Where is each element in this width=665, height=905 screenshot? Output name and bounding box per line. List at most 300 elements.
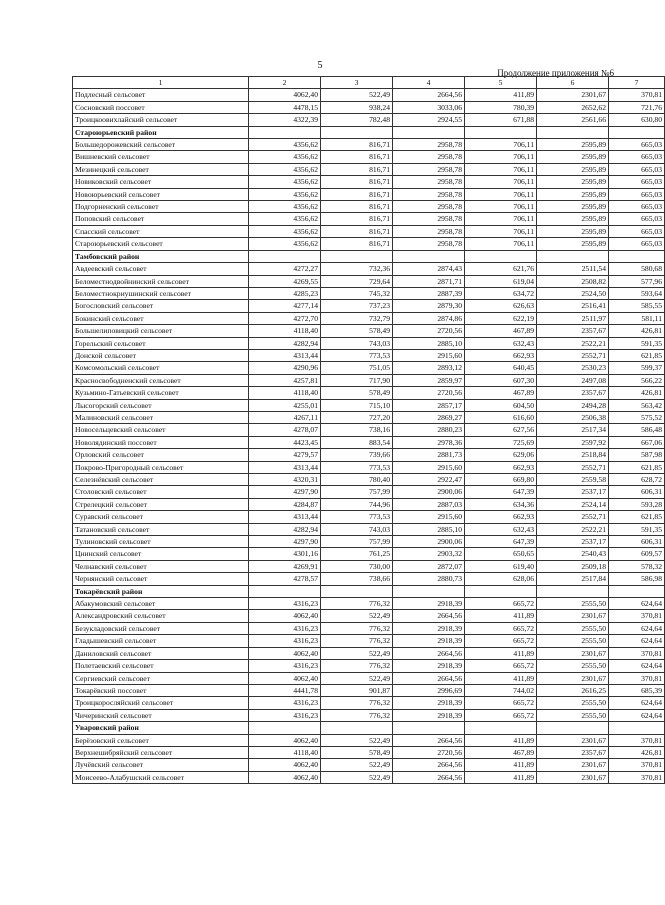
settlement-name: Подгорненский сельсовет [73, 201, 249, 213]
value-cell-col-7: 665,03 [609, 151, 665, 163]
settlement-name: Троицкоросляйский сельсовет [73, 697, 249, 709]
settlement-name: Красносвободненский сельсовет [73, 374, 249, 386]
value-cell-col-5: 467,89 [465, 387, 537, 399]
value-cell-col-3: 938,24 [321, 101, 393, 113]
settlement-name: Большедорожевский сельсовет [73, 139, 249, 151]
region-row [73, 585, 665, 597]
settlement-name: Орловский сельсовет [73, 449, 249, 461]
value-cell-col-2: 4267,11 [249, 411, 321, 423]
value-cell-col-6: 2522,21 [537, 523, 609, 535]
table-row [73, 771, 665, 783]
value-cell-col-6: 2506,38 [537, 411, 609, 423]
value-cell-col-3: 745,32 [321, 287, 393, 299]
value-cell-col-6: 2597,92 [537, 436, 609, 448]
table-row [73, 114, 665, 126]
table-row [73, 523, 665, 535]
table-row [73, 424, 665, 436]
value-cell-col-3: 816,71 [321, 176, 393, 188]
value-cell-col-5: 647,39 [465, 536, 537, 548]
table-row [73, 201, 665, 213]
value-cell-col-6: 2494,28 [537, 399, 609, 411]
value-cell-col-4: 2918,39 [393, 635, 465, 647]
region-row [73, 250, 665, 262]
value-cell-col-7: 665,03 [609, 201, 665, 213]
value-cell-col-2: 4255,01 [249, 399, 321, 411]
value-cell-col-2: 4062,40 [249, 759, 321, 771]
value-cell-col-2: 4356,62 [249, 201, 321, 213]
value-cell-col-4: 2922,47 [393, 474, 465, 486]
settlement-name: Лысогорский сельсовет [73, 399, 249, 411]
value-cell-col-3: 901,87 [321, 684, 393, 696]
header-row [73, 77, 665, 89]
value-cell-col-2: 4356,62 [249, 238, 321, 250]
settlement-name: Беломестнокриушинский сельсовет [73, 287, 249, 299]
value-cell-col-7: 426,81 [609, 387, 665, 399]
table-row [73, 746, 665, 758]
value-cell-col-2: 4269,91 [249, 560, 321, 572]
value-cell-col-3: 757,99 [321, 536, 393, 548]
value-cell-col-2: 4062,40 [249, 647, 321, 659]
value-cell-col-7: 593,28 [609, 498, 665, 510]
value-cell-col-5: 665,72 [465, 709, 537, 721]
value-cell-col-6: 2357,67 [537, 387, 609, 399]
value-cell-col-6: 2511,54 [537, 263, 609, 275]
value-cell-col-6: 2497,08 [537, 374, 609, 386]
value-cell-col-3: 717,90 [321, 374, 393, 386]
value-cell-col-3: 743,03 [321, 523, 393, 535]
value-cell-col-5: 607,30 [465, 374, 537, 386]
value-cell-col-7: 665,03 [609, 176, 665, 188]
value-cell-col-3: 578,49 [321, 387, 393, 399]
table-row [73, 337, 665, 349]
value-cell-col-2: 4118,40 [249, 325, 321, 337]
value-cell-col-3: 780,40 [321, 474, 393, 486]
table-row [73, 275, 665, 287]
table-row [73, 362, 665, 374]
value-cell-col-5: 411,89 [465, 771, 537, 783]
value-cell-col-7: 581,11 [609, 312, 665, 324]
value-cell-col-2: 4297,90 [249, 536, 321, 548]
settlement-name: Верхнешибряйский сельсовет [73, 746, 249, 758]
value-cell-col-6: 2301,67 [537, 734, 609, 746]
value-cell-col-2: 4278,07 [249, 424, 321, 436]
value-cell-col-3: 773,53 [321, 511, 393, 523]
value-cell-col-2: 4118,40 [249, 746, 321, 758]
value-cell-col-3: 522,49 [321, 647, 393, 659]
value-cell-col-7: 591,35 [609, 337, 665, 349]
value-cell-col-7: 370,81 [609, 647, 665, 659]
value-cell-col-2: 4301,16 [249, 548, 321, 560]
value-cell-col-7: 370,81 [609, 89, 665, 101]
region-title: Уваровский район [73, 722, 249, 734]
region-title: Тамбовский район [73, 250, 249, 262]
value-cell-col-4: 2978,36 [393, 436, 465, 448]
value-cell-col-3: 578,49 [321, 746, 393, 758]
value-cell-col-2: 4356,62 [249, 213, 321, 225]
value-cell-col-6: 2595,89 [537, 225, 609, 237]
empty-cell [537, 126, 609, 138]
value-cell-col-4: 2887,03 [393, 498, 465, 510]
value-cell-col-7: 624,64 [609, 622, 665, 634]
settlement-name: Бокинский сельсовет [73, 312, 249, 324]
value-cell-col-5: 622,19 [465, 312, 537, 324]
value-cell-col-5: 665,72 [465, 622, 537, 634]
header-cell: 1 [73, 77, 249, 89]
value-cell-col-4: 2720,56 [393, 746, 465, 758]
settlement-name: Цнинский сельсовет [73, 548, 249, 560]
value-cell-col-5: 640,45 [465, 362, 537, 374]
value-cell-col-7: 606,31 [609, 536, 665, 548]
value-cell-col-2: 4356,62 [249, 151, 321, 163]
value-cell-col-2: 4322,39 [249, 114, 321, 126]
empty-cell [609, 585, 665, 597]
value-cell-col-7: 621,85 [609, 349, 665, 361]
value-cell-col-6: 2509,18 [537, 560, 609, 572]
settlement-name: Токарёвский поссовет [73, 684, 249, 696]
value-cell-col-5: 662,93 [465, 511, 537, 523]
empty-cell [465, 585, 537, 597]
settlement-name: Абакумовский сельсовет [73, 598, 249, 610]
value-cell-col-4: 2915,60 [393, 511, 465, 523]
value-cell-col-4: 2857,17 [393, 399, 465, 411]
value-cell-col-4: 2880,23 [393, 424, 465, 436]
value-cell-col-3: 816,71 [321, 151, 393, 163]
value-cell-col-4: 2903,32 [393, 548, 465, 560]
table-row [73, 213, 665, 225]
empty-cell [609, 250, 665, 262]
value-cell-col-2: 4316,23 [249, 697, 321, 709]
table-row [73, 188, 665, 200]
value-cell-col-2: 4278,57 [249, 573, 321, 585]
value-cell-col-7: 370,81 [609, 610, 665, 622]
empty-cell [393, 126, 465, 138]
value-cell-col-5: 662,93 [465, 349, 537, 361]
value-cell-col-4: 2996,69 [393, 684, 465, 696]
settlement-name: Селезнёвский сельсовет [73, 474, 249, 486]
table-row [73, 734, 665, 746]
value-cell-col-5: 626,63 [465, 300, 537, 312]
value-cell-col-7: 624,64 [609, 635, 665, 647]
value-cell-col-3: 744,96 [321, 498, 393, 510]
value-cell-col-6: 2508,82 [537, 275, 609, 287]
value-cell-col-7: 606,31 [609, 486, 665, 498]
value-cell-col-6: 2522,21 [537, 337, 609, 349]
empty-cell [249, 250, 321, 262]
settlement-name: Беломестнодвойнинский сельсовет [73, 275, 249, 287]
settlement-name: Мезинецкий сельсовет [73, 163, 249, 175]
value-cell-col-7: 721,76 [609, 101, 665, 113]
header-cell: 6 [537, 77, 609, 89]
value-cell-col-3: 737,23 [321, 300, 393, 312]
value-cell-col-7: 621,85 [609, 461, 665, 473]
value-cell-col-4: 2664,56 [393, 89, 465, 101]
empty-cell [537, 250, 609, 262]
header-cell: 7 [609, 77, 665, 89]
value-cell-col-2: 4478,15 [249, 101, 321, 113]
value-cell-col-2: 4062,40 [249, 89, 321, 101]
table-row [73, 101, 665, 113]
value-cell-col-4: 2915,60 [393, 461, 465, 473]
value-cell-col-5: 604,50 [465, 399, 537, 411]
value-cell-col-5: 725,69 [465, 436, 537, 448]
table-row [73, 635, 665, 647]
value-cell-col-2: 4356,62 [249, 163, 321, 175]
value-cell-col-2: 4272,27 [249, 263, 321, 275]
value-cell-col-6: 2555,50 [537, 660, 609, 672]
value-cell-col-2: 4062,40 [249, 734, 321, 746]
empty-cell [393, 250, 465, 262]
header-cell: 5 [465, 77, 537, 89]
settlement-name: Стрелецкий сельсовет [73, 498, 249, 510]
table-row [73, 759, 665, 771]
value-cell-col-5: 634,36 [465, 498, 537, 510]
value-cell-col-2: 4356,62 [249, 139, 321, 151]
value-cell-col-6: 2357,67 [537, 325, 609, 337]
value-cell-col-6: 2595,89 [537, 176, 609, 188]
value-cell-col-2: 4313,44 [249, 511, 321, 523]
value-cell-col-4: 2958,78 [393, 163, 465, 175]
value-cell-col-5: 744,02 [465, 684, 537, 696]
value-cell-col-7: 426,81 [609, 746, 665, 758]
value-cell-col-6: 2301,67 [537, 771, 609, 783]
value-cell-col-3: 757,99 [321, 486, 393, 498]
value-cell-col-6: 2552,71 [537, 461, 609, 473]
settlement-name: Тулиновский сельсовет [73, 536, 249, 548]
settlement-name: Гладышевский сельсовет [73, 635, 249, 647]
table-row [73, 176, 665, 188]
header-cell: 2 [249, 77, 321, 89]
value-cell-col-4: 2874,86 [393, 312, 465, 324]
settlement-name: Покрово-Пригородный сельсовет [73, 461, 249, 473]
value-cell-col-4: 2900,06 [393, 486, 465, 498]
value-cell-col-2: 4282,94 [249, 337, 321, 349]
settlement-name: Чичеринский сельсовет [73, 709, 249, 721]
empty-cell [321, 250, 393, 262]
value-cell-col-6: 2555,50 [537, 697, 609, 709]
value-cell-col-4: 2918,39 [393, 697, 465, 709]
value-cell-col-2: 4062,40 [249, 771, 321, 783]
value-cell-col-4: 2958,78 [393, 139, 465, 151]
value-cell-col-6: 2595,89 [537, 163, 609, 175]
table-row [73, 300, 665, 312]
settlement-name: Богословский сельсовет [73, 300, 249, 312]
table-row [73, 598, 665, 610]
empty-cell [465, 126, 537, 138]
value-cell-col-5: 665,72 [465, 697, 537, 709]
value-cell-col-7: 665,03 [609, 163, 665, 175]
value-cell-col-3: 522,49 [321, 672, 393, 684]
value-cell-col-2: 4285,23 [249, 287, 321, 299]
value-cell-col-5: 627,56 [465, 424, 537, 436]
value-cell-col-5: 632,43 [465, 337, 537, 349]
value-cell-col-7: 665,03 [609, 213, 665, 225]
settlement-name: Полетаевский сельсовет [73, 660, 249, 672]
table-row [73, 536, 665, 548]
table-row [73, 325, 665, 337]
settlement-name: Новосельцевский сельсовет [73, 424, 249, 436]
value-cell-col-2: 4316,23 [249, 660, 321, 672]
value-cell-col-7: 370,81 [609, 734, 665, 746]
table-row [73, 449, 665, 461]
value-cell-col-5: 662,93 [465, 461, 537, 473]
table-row [73, 461, 665, 473]
value-cell-col-4: 2869,27 [393, 411, 465, 423]
value-cell-col-6: 2540,43 [537, 548, 609, 560]
table-row [73, 411, 665, 423]
table-row [73, 151, 665, 163]
value-cell-col-3: 776,32 [321, 660, 393, 672]
table-row [73, 89, 665, 101]
table-row [73, 548, 665, 560]
value-cell-col-2: 4356,62 [249, 176, 321, 188]
value-cell-col-5: 411,89 [465, 610, 537, 622]
value-cell-col-6: 2595,89 [537, 201, 609, 213]
value-cell-col-7: 685,39 [609, 684, 665, 696]
table-row [73, 225, 665, 237]
table-row [73, 387, 665, 399]
value-cell-col-2: 4272,70 [249, 312, 321, 324]
settlement-name: Подлесный сельсовет [73, 89, 249, 101]
table-row [73, 684, 665, 696]
value-cell-col-3: 816,71 [321, 188, 393, 200]
value-cell-col-6: 2595,89 [537, 238, 609, 250]
value-cell-col-6: 2524,50 [537, 287, 609, 299]
value-cell-col-6: 2595,89 [537, 188, 609, 200]
value-cell-col-5: 411,89 [465, 734, 537, 746]
empty-cell [609, 722, 665, 734]
value-cell-col-2: 4316,23 [249, 622, 321, 634]
settlement-name: Горельский сельсовет [73, 337, 249, 349]
value-cell-col-6: 2301,67 [537, 89, 609, 101]
value-cell-col-2: 4356,62 [249, 188, 321, 200]
header-cell: 4 [393, 77, 465, 89]
empty-cell [321, 722, 393, 734]
value-cell-col-4: 2880,73 [393, 573, 465, 585]
empty-cell [393, 585, 465, 597]
settlement-name: Кузьмино-Гатьевский сельсовет [73, 387, 249, 399]
empty-cell [321, 126, 393, 138]
value-cell-col-4: 2871,71 [393, 275, 465, 287]
empty-cell [321, 585, 393, 597]
value-cell-col-6: 2559,58 [537, 474, 609, 486]
value-cell-col-3: 816,71 [321, 163, 393, 175]
value-cell-col-5: 616,60 [465, 411, 537, 423]
value-cell-col-3: 782,48 [321, 114, 393, 126]
value-cell-col-6: 2552,71 [537, 349, 609, 361]
value-cell-col-3: 776,32 [321, 635, 393, 647]
value-cell-col-4: 2958,78 [393, 188, 465, 200]
value-cell-col-7: 624,64 [609, 697, 665, 709]
settlement-name: Лучёвский сельсовет [73, 759, 249, 771]
table-row [73, 610, 665, 622]
value-cell-col-2: 4118,40 [249, 387, 321, 399]
value-cell-col-3: 738,16 [321, 424, 393, 436]
value-cell-col-4: 2885,10 [393, 337, 465, 349]
settlement-name: Сосновский поссовет [73, 101, 249, 113]
value-cell-col-6: 2301,67 [537, 647, 609, 659]
value-cell-col-6: 2616,25 [537, 684, 609, 696]
region-row [73, 722, 665, 734]
empty-cell [249, 722, 321, 734]
value-cell-col-4: 2720,56 [393, 387, 465, 399]
value-cell-col-5: 780,39 [465, 101, 537, 113]
value-cell-col-7: 609,57 [609, 548, 665, 560]
empty-cell [537, 585, 609, 597]
value-cell-col-4: 2879,30 [393, 300, 465, 312]
settlement-name: Татановский сельсовет [73, 523, 249, 535]
table-row [73, 238, 665, 250]
value-cell-col-4: 2859,97 [393, 374, 465, 386]
value-cell-col-5: 650,65 [465, 548, 537, 560]
value-cell-col-7: 621,85 [609, 511, 665, 523]
value-cell-col-3: 715,10 [321, 399, 393, 411]
value-cell-col-2: 4282,94 [249, 523, 321, 535]
value-cell-col-6: 2595,89 [537, 213, 609, 225]
settlement-name: Большелиповицкий сельсовет [73, 325, 249, 337]
table-row [73, 709, 665, 721]
value-cell-col-2: 4277,14 [249, 300, 321, 312]
table-row [73, 163, 665, 175]
value-cell-col-4: 2918,39 [393, 598, 465, 610]
value-cell-col-6: 2301,67 [537, 759, 609, 771]
value-cell-col-2: 4316,23 [249, 635, 321, 647]
table-body [73, 77, 665, 784]
value-cell-col-4: 2900,06 [393, 536, 465, 548]
value-cell-col-5: 665,72 [465, 635, 537, 647]
settlement-name: Новиковский сельсовет [73, 176, 249, 188]
value-cell-col-5: 706,11 [465, 225, 537, 237]
value-cell-col-5: 632,43 [465, 523, 537, 535]
value-cell-col-6: 2552,71 [537, 511, 609, 523]
settlement-name: Столовский сельсовет [73, 486, 249, 498]
value-cell-col-2: 4279,57 [249, 449, 321, 461]
table-row [73, 374, 665, 386]
value-cell-col-7: 630,80 [609, 114, 665, 126]
value-cell-col-2: 4062,40 [249, 672, 321, 684]
empty-cell [609, 126, 665, 138]
data-table [72, 76, 665, 784]
value-cell-col-7: 575,52 [609, 411, 665, 423]
settlement-name: Безукладовский сельсовет [73, 622, 249, 634]
settlement-name: Новолядинский поссовет [73, 436, 249, 448]
value-cell-col-4: 2924,55 [393, 114, 465, 126]
value-cell-col-5: 411,89 [465, 759, 537, 771]
table-row [73, 399, 665, 411]
settlement-name: Новоюрьевский сельсовет [73, 188, 249, 200]
value-cell-col-2: 4316,23 [249, 709, 321, 721]
value-cell-col-2: 4316,23 [249, 598, 321, 610]
value-cell-col-5: 706,11 [465, 201, 537, 213]
value-cell-col-4: 2664,56 [393, 647, 465, 659]
value-cell-col-6: 2517,84 [537, 573, 609, 585]
value-cell-col-7: 585,55 [609, 300, 665, 312]
table-row [73, 622, 665, 634]
value-cell-col-5: 621,76 [465, 263, 537, 275]
table-row [73, 436, 665, 448]
value-cell-col-7: 370,81 [609, 759, 665, 771]
value-cell-col-5: 671,88 [465, 114, 537, 126]
region-row [73, 126, 665, 138]
value-cell-col-5: 647,39 [465, 486, 537, 498]
value-cell-col-2: 4062,40 [249, 610, 321, 622]
value-cell-col-3: 776,32 [321, 598, 393, 610]
value-cell-col-3: 578,49 [321, 325, 393, 337]
value-cell-col-4: 2885,10 [393, 523, 465, 535]
value-cell-col-3: 738,66 [321, 573, 393, 585]
value-cell-col-5: 706,11 [465, 139, 537, 151]
empty-cell [249, 585, 321, 597]
table-row [73, 672, 665, 684]
